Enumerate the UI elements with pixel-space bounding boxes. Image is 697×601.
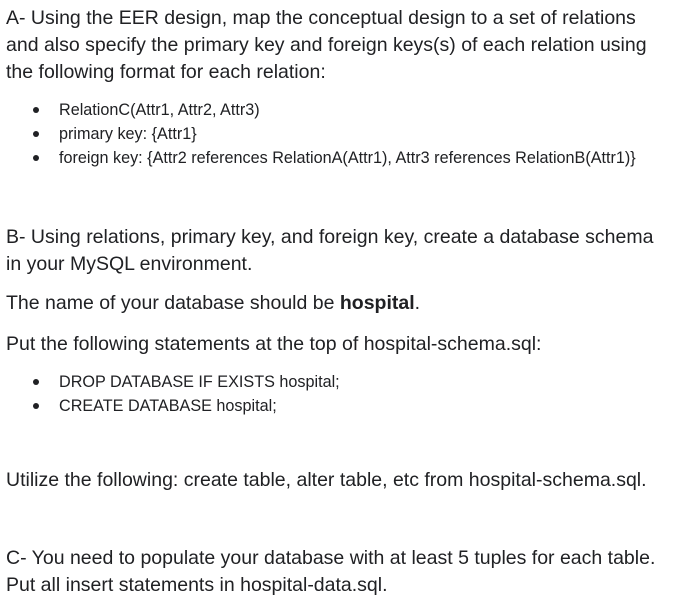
section-a-line-2: and also specify the primary key and foreign keys(s) of each relation using (6, 34, 647, 56)
bullet-icon (33, 131, 39, 137)
bullet-text: DROP DATABASE IF EXISTS hospital; (59, 373, 340, 391)
put-statements-paragraph: Put the following statements at the top of hospital-schema.sql: (6, 333, 542, 355)
section-c-paragraph (6, 545, 692, 599)
bullet-icon (33, 107, 39, 113)
bullet-icon (33, 155, 39, 161)
list-item (0, 370, 697, 394)
list-item (0, 122, 697, 146)
list-item (0, 98, 697, 122)
database-name-suffix: . (414, 292, 421, 314)
bullet-icon (33, 403, 39, 409)
section-b-line-1: B- Using relations, primary key, and foreign key, create a database schema (6, 226, 654, 248)
utilize-paragraph: Utilize the following: create table, alter table, etc from hospital-schema.sql. (6, 469, 647, 491)
bullet-text: primary key: {Attr1} (59, 125, 197, 143)
database-name-paragraph (6, 290, 692, 317)
section-c-line-1: C- You need to populate your database with at least 5 tuples for each table. (6, 547, 656, 569)
section-a-bullet-list (0, 98, 697, 170)
section-a-line-3: the following format for each relation: (6, 61, 326, 83)
list-item (0, 394, 697, 418)
bullet-text: RelationC(Attr1, Attr2, Attr3) (59, 101, 260, 119)
section-c-line-2: Put all insert statements in hospital-data.sql. (6, 574, 388, 596)
section-b-paragraph (6, 224, 692, 278)
database-name-prefix: The name of your database should be (6, 292, 340, 314)
bullet-text: foreign key: {Attr2 references RelationA(Attr1), Attr3 references RelationB(Attr1)} (59, 149, 636, 167)
bullet-text: CREATE DATABASE hospital; (59, 397, 277, 415)
section-a-line-1: A- Using the EER design, map the conceptual design to a set of relations (6, 7, 636, 29)
bullet-icon (33, 379, 39, 385)
section-b-bullet-list (0, 370, 697, 418)
database-name: hospital (339, 292, 415, 314)
list-item (0, 146, 697, 170)
section-b-line-2: in your MySQL environment. (6, 253, 253, 275)
section-a-paragraph (6, 5, 692, 86)
